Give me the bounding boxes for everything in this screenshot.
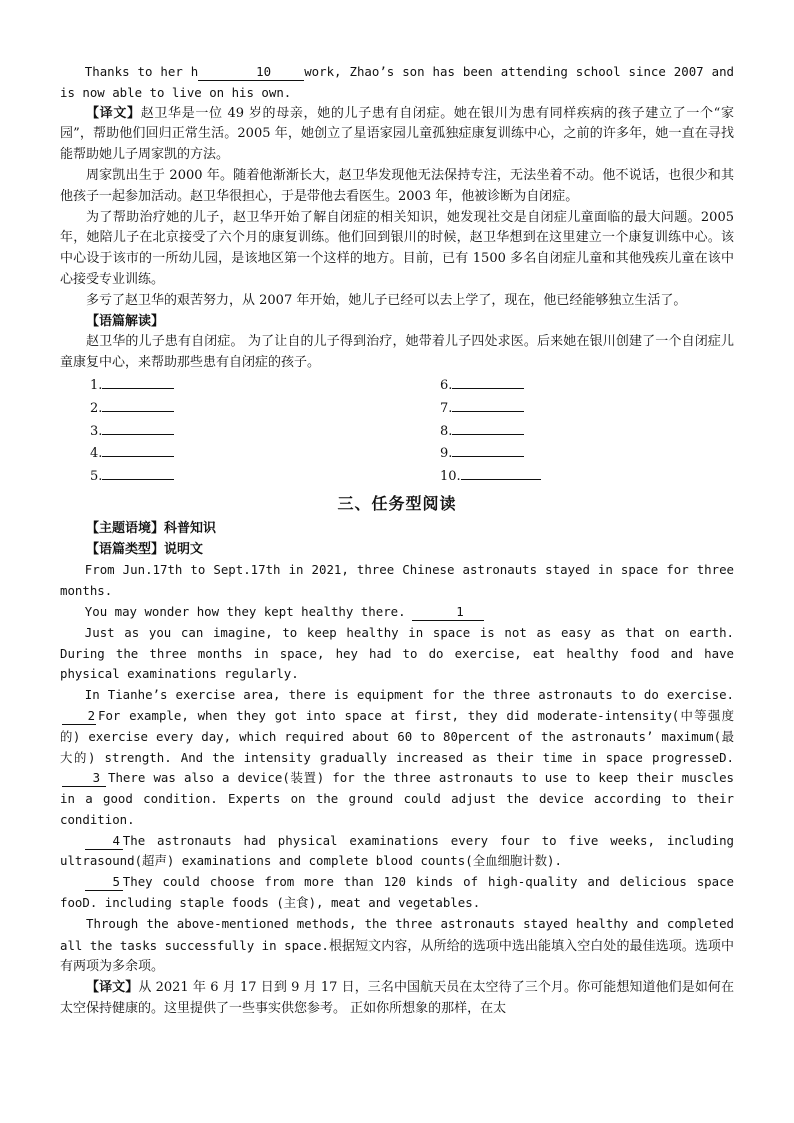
genre-label: 【语篇类型】说明文 <box>86 541 204 557</box>
answer-3: 3. <box>90 420 440 443</box>
blank-1: 1 <box>412 604 484 621</box>
translation-para-3: 为了帮助治疗她的儿子，赵卫华开始了解自闭症的相关知识，她发现社交是自闭症儿童面临的最大问题。2005 年，她陪儿子在北京接受了六个月的康复训练。他们回到银川的时候，赵卫华想到在这里建立一个康复训练中心。该中心设于该市的一所幼儿园，是该地区第一个这样的地方。目前，已有 1500 多名自闭症儿童和其他残疾儿童在该中心接受专业训练。 <box>60 209 734 287</box>
answer-line[interactable] <box>102 374 174 389</box>
answer-1: 1. <box>90 374 440 397</box>
para-7: Through the above-mentioned methods, the three astronauts stayed healthy and completed all the tasks successfully in space.根据短文内容，从所给的选项中选出能填入空白处的最佳选项。选项中有两项为多余项。 <box>60 915 734 975</box>
theme-label: 【主题语境】科普知识 <box>86 520 217 536</box>
answer-line[interactable] <box>452 442 524 457</box>
blank-2: 2 <box>62 708 96 725</box>
answer-7: 7. <box>440 397 760 420</box>
blank-5: 5 <box>85 874 123 891</box>
answer-line[interactable] <box>102 397 174 412</box>
para-3: Just as you can imagine, to keep healthy in space is not as easy as that on earth. During the three months in space, hey had to do exercise, eat healthy food and have physical examinations regularly. <box>60 624 734 682</box>
text-segment: Thanks to her h <box>84 64 199 79</box>
answer-line[interactable] <box>452 420 524 435</box>
para-1: From Jun.17th to Sept.17th in 2021, three Chinese astronauts stayed in space for three months. <box>60 562 734 599</box>
translation-label: 【译文】 <box>86 980 139 996</box>
blank-10: 10 <box>198 64 304 81</box>
translation-label: 【译文】 <box>86 105 141 121</box>
english-line-10 <box>60 62 734 104</box>
document-page <box>60 62 734 1020</box>
translation-para-1 <box>60 104 734 166</box>
para-4: In Tianhe’s exercise area, there is equipment for the three astronauts to do exercise.2 For example, when they got into space at first, they did moderate-intensity(中等强度的) exercise every day, which required about 60 to 80percent of the astronauts’ maximum(最大的) strength. And the intensity gradually increased as their time in space progresseD.3 There was also a device(装置) for the three astronauts to use to keep their muscles in a good condition. Experts on the ground could adjust the device according to their condition. <box>60 687 734 827</box>
answer-blanks <box>90 374 734 488</box>
section-heading: 三、任务型阅读 <box>337 493 457 513</box>
summary-label: 【语篇解读】 <box>86 313 165 329</box>
text-segment: work, Zhao’s son has been attending school since 2007 and is now able to live on his own. <box>60 64 734 100</box>
answer-line[interactable] <box>452 374 524 389</box>
answer-line[interactable] <box>102 420 174 435</box>
para-2: You may wonder how they kept healthy there. 1 <box>60 602 734 623</box>
blank-3: 3 <box>62 770 106 787</box>
answer-line[interactable] <box>452 397 524 412</box>
answer-4: 4. <box>90 442 440 465</box>
para-6: 5 They could choose from more than 120 kinds of high-quality and delicious space fooD. including staple foods (主食), meat and vegetables. <box>60 874 734 911</box>
answer-5: 5. <box>90 465 440 488</box>
answer-10: 10. <box>440 465 760 488</box>
blank-4: 4 <box>85 833 123 850</box>
answer-line[interactable] <box>102 442 174 457</box>
translation-text: 赵卫华是一位 49 岁的母亲，她的儿子患有自闭症。她在银川为患有同样疾病的孩子建立了一个“家园”，帮助他们回归正常生活。2005 年，她创立了星语家园儿童孤独症康复训练中心，之前的许多年，她一直在寻找能帮助她儿子周家凯的方法。 <box>60 105 734 163</box>
answer-line[interactable] <box>461 465 541 480</box>
translation-2: 【译文】从 2021 年 6 月 17 日到 9 月 17 日，三名中国航天员在太空待了三个月。你可能想知道他们是如何在太空保持健康的。这里提供了一些事实供您参考。 正如你所想象的那样，在太 <box>60 980 734 1017</box>
summary-text: 赵卫华的儿子患有自闭症。 为了让自的儿子得到治疗，她带着儿子四处求医。后来她在银川创建了一个自闭症儿童康复中心，来帮助那些患有自闭症的孩子。 <box>60 334 734 371</box>
para-5: 4 The astronauts had physical examinations every four to five weeks, including ultrasound(超声) examinations and complete blood counts(全血细胞计数). <box>60 832 734 869</box>
answer-line[interactable] <box>102 465 174 480</box>
translation-para-4: 多亏了赵卫华的艰苦努力，从 2007 年开始，她儿子已经可以去上学了，现在，他已经能够独立生活了。 <box>86 292 687 308</box>
answer-8: 8. <box>440 420 760 443</box>
translation-para-2: 周家凯出生于 2000 年。随着他渐渐长大，赵卫华发现他无法保持专注，无法坐着不动。他不说话，也很少和其他孩子一起参加活动。赵卫华很担心，于是带他去看医生。2003 年，他被诊断为自闭症。 <box>60 167 734 204</box>
answer-2: 2. <box>90 397 440 420</box>
answer-9: 9. <box>440 442 760 465</box>
answer-6: 6. <box>440 374 760 397</box>
